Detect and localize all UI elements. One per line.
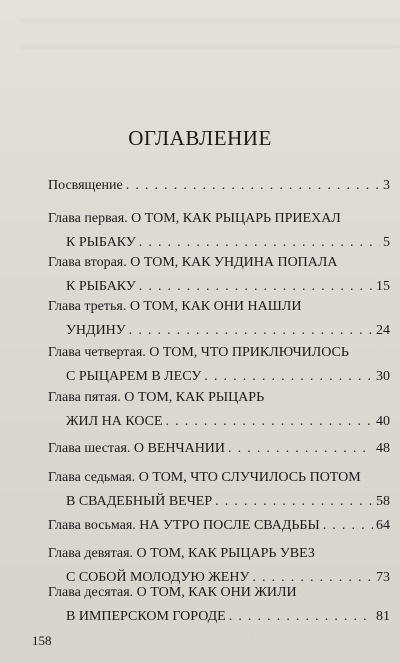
leader-dots (229, 608, 373, 626)
leader-dots (204, 368, 373, 386)
toc-entry-line (48, 469, 390, 487)
toc-entry (48, 440, 390, 458)
toc-entry-subtitle: УНДИНУ (66, 323, 126, 338)
toc-entry-line-2 (48, 493, 390, 511)
toc-entry-line (48, 389, 390, 407)
toc-entry (48, 177, 390, 195)
toc-entry (48, 344, 390, 386)
toc-page-number: 24 (376, 323, 390, 338)
toc-entry (48, 298, 390, 340)
toc-entry-subtitle: К РЫБАКУ (66, 235, 136, 250)
toc-entry-line (48, 440, 390, 458)
toc-entry-subtitle: С РЫЦАРЕМ В ЛЕСУ (66, 369, 202, 384)
toc-entry (48, 517, 390, 535)
leader-dots (139, 234, 380, 252)
toc-entry-subtitle: ЖИЛ НА КОСЕ (66, 414, 163, 429)
toc-entry-title: Глава первая. О ТОМ, КАК РЫЦАРЬ ПРИЕХАЛ (48, 211, 341, 226)
page-title: ОГЛАВЛЕНИЕ (128, 126, 272, 150)
toc-entry (48, 254, 390, 296)
toc-entry-subtitle: К РЫБАКУ (66, 279, 136, 294)
toc-entry (48, 389, 390, 431)
toc-entry (48, 210, 390, 252)
leader-dots (228, 440, 373, 458)
toc-entry-line (48, 545, 390, 563)
toc-entry (48, 545, 390, 587)
toc-page-number: 40 (376, 414, 390, 429)
toc-page-number: 64 (376, 518, 390, 533)
toc-entry-line-2 (48, 278, 390, 296)
leader-dots (129, 322, 373, 340)
toc-page-number: 73 (376, 570, 390, 585)
toc-page-number: 15 (376, 279, 390, 294)
toc-entry-line (48, 517, 390, 535)
toc-entry-line (48, 254, 390, 272)
toc-entry-title: Глава пятая. О ТОМ, КАК РЫЦАРЬ (48, 390, 265, 405)
toc-entry-line-2 (48, 368, 390, 386)
footer-page-number: 158 (32, 633, 52, 648)
leader-dots (323, 517, 373, 535)
toc-entry-title: Глава шестая. О ВЕНЧАНИИ (48, 441, 226, 456)
toc-page-number: 58 (376, 494, 390, 509)
toc-entry-title: Глава десятая. О ТОМ, КАК ОНИ ЖИЛИ (48, 585, 297, 600)
toc-entry (48, 584, 390, 626)
toc-entry-title: Посвящение (48, 178, 123, 193)
show-through-text (20, 8, 400, 68)
toc-entry-line-2 (48, 234, 390, 252)
toc-entry-subtitle: В ИМПЕРСКОМ ГОРОДЕ (66, 609, 226, 624)
toc-entry-title: Глава четвертая. О ТОМ, ЧТО ПРИКЛЮЧИЛОСЬ (48, 345, 349, 360)
toc-entry (48, 469, 390, 511)
toc-page-number: 3 (383, 178, 390, 193)
toc-entry-line (48, 344, 390, 362)
toc-page-number: 81 (376, 609, 390, 624)
toc-entry-line (48, 177, 390, 195)
toc-entry-subtitle: В СВАДЕБНЫЙ ВЕЧЕР (66, 494, 213, 509)
toc-entry-line (48, 584, 390, 602)
toc-entry-title: Глава третья. О ТОМ, КАК ОНИ НАШЛИ (48, 299, 302, 314)
toc-page-number: 5 (383, 235, 390, 250)
toc-entry-line (48, 298, 390, 316)
toc-entry-title: Глава восьмая. НА УТРО ПОСЛЕ СВАДЬБЫ (48, 518, 320, 533)
toc-page-number: 48 (376, 441, 390, 456)
toc-entry-title: Глава девятая. О ТОМ, КАК РЫЦАРЬ УВЕЗ (48, 546, 315, 561)
leader-dots (166, 413, 373, 431)
toc-page-number: 30 (376, 369, 390, 384)
toc-entry-line-2 (48, 322, 390, 340)
toc-entry-subtitle: С СОБОЙ МОЛОДУЮ ЖЕНУ (66, 570, 250, 585)
toc-entry-line (48, 210, 390, 228)
leader-dots (139, 278, 373, 296)
leader-dots (215, 493, 373, 511)
toc-entry-line-2 (48, 413, 390, 431)
leader-dots (126, 177, 380, 195)
toc-entry-line-2 (48, 608, 390, 626)
toc-entry-title: Глава вторая. О ТОМ, КАК УНДИНА ПОПАЛА (48, 255, 338, 270)
toc-entry-title: Глава седьмая. О ТОМ, ЧТО СЛУЧИЛОСЬ ПОТОМ (48, 470, 361, 485)
